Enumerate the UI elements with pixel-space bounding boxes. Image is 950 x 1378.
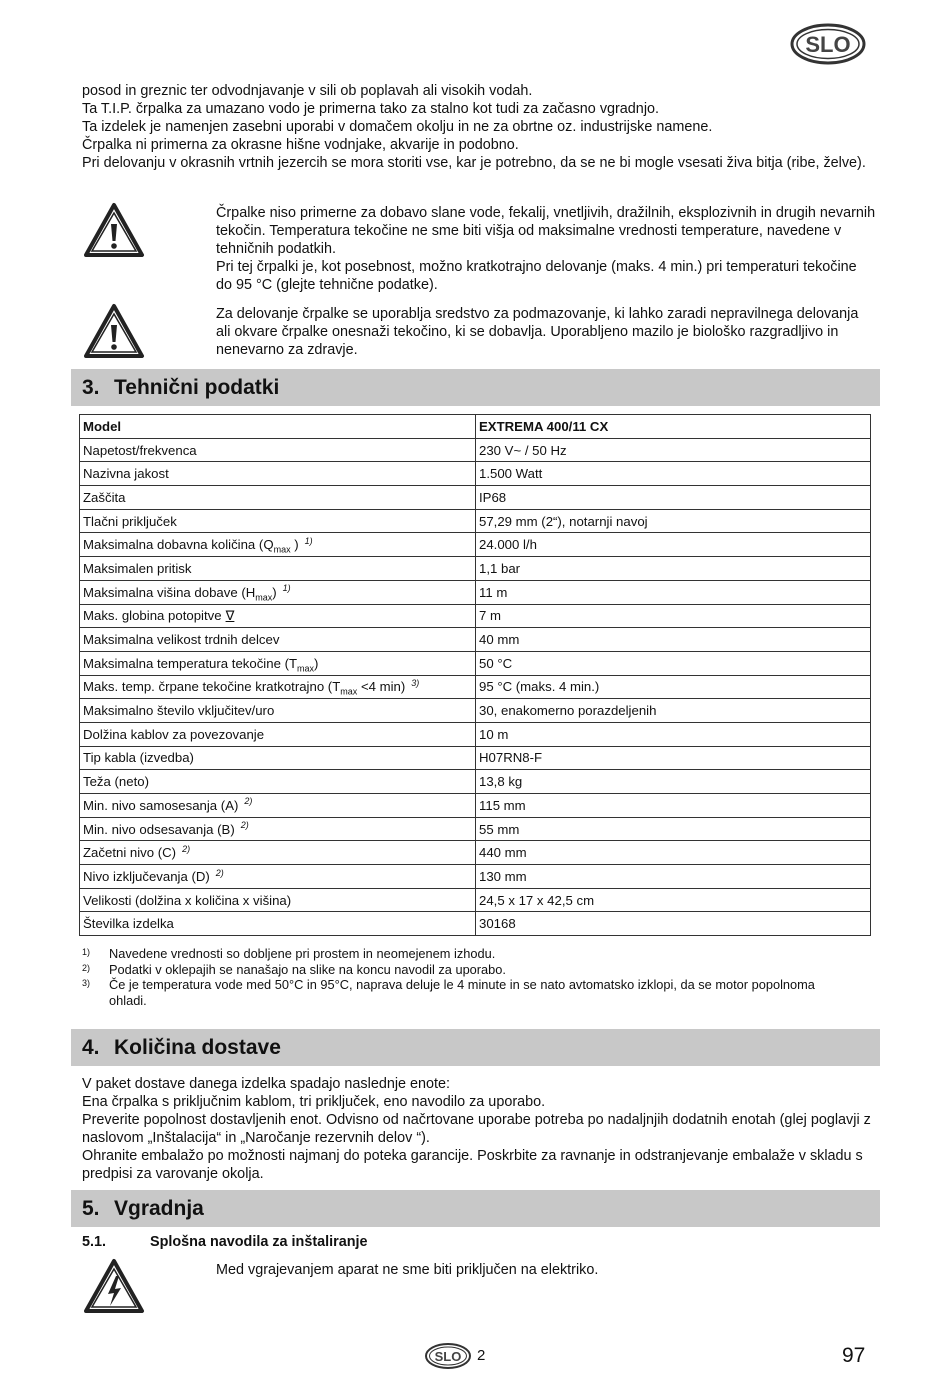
spec-label [80,580,476,604]
spec-value: 95 °C (maks. 4 min.) [476,675,871,699]
section-number: 3. [82,375,100,399]
footnote [82,946,842,962]
section-number: 4. [82,1035,100,1059]
footnote-text: Če je temperatura vode med 50°C in 95°C, naprava deluje le 4 minute in se nato avtomatsko izklopi, da se motor popolnoma ohladi. [109,977,815,1008]
footnote-mark: 3) [82,978,91,988]
subsection-title: Splošna navodila za inštaliranje [150,1234,368,1250]
spec-label-text: Nazivna jakost [83,466,169,482]
spec-label-text: Maks. temp. črpane tekočine kratkotrajno (T [83,679,341,695]
warning-paragraph: Za delovanje črpalke se uporablja sredstvo za podmazovanje, ki lahko zaradi nepravilnega delovanja ali okvare črpalke onesnaži tekočino, ki se dobavlja. Uporabljeno mazilo je biološko razgradljivo in nenevarno za zdravje. [216,306,859,358]
spec-label [80,462,476,486]
spec-label-subscript: max [255,592,273,603]
footer-language-badge [424,1342,472,1370]
spec-value: 30, enakomerno porazdeljenih [476,699,871,723]
spec-label [80,486,476,510]
spec-value: 440 mm [476,841,871,865]
spec-label [80,770,476,794]
table-row [80,770,871,794]
spec-value: 24,5 x 17 x 42,5 cm [476,888,871,912]
spec-label-subscript: max [340,687,358,698]
spec-label [80,438,476,462]
table-row [80,628,871,652]
intro-line: Črpalka ni primerna za okrasne hišne vodnjake, akvarije in podobno. [82,137,519,153]
table-row [80,865,871,889]
spec-label-suffix: <4 min) [357,679,406,695]
spec-value: 11 m [476,580,871,604]
spec-label-text: Maksimalna velikost trdnih delcev [83,632,280,648]
table-footnotes [82,946,842,1008]
warning-liquids-text [216,204,876,294]
footnote-mark: 2) [82,962,91,973]
spec-label [80,509,476,533]
spec-value: 13,8 kg [476,770,871,794]
spec-label-text: Maksimalna dobavna količina (Q [83,537,274,553]
spec-label-suffix: ) [314,655,319,671]
footnote-text: Podatki v oklepajih se nanašajo na slike na koncu navodil za uporabo. [109,961,506,977]
footer-badge-label: SLO [434,1349,462,1364]
intro-line: Pri delovanju v okrasnih vrtnih jezercih se mora storiti vse, kar je potrebno, da se ne bi mogle vsesati živa bitja (ribe, želve). [82,155,866,171]
spec-footnote-ref: 2) [244,796,253,807]
table-row [80,509,871,533]
spec-label [80,533,476,557]
table-row [80,533,871,557]
spec-value: 115 mm [476,794,871,818]
table-row [80,888,871,912]
spec-footnote-ref: 1) [282,583,291,594]
footer-language-index: 2 [477,1347,486,1364]
table-header-label: Model [80,415,476,439]
spec-footnote-ref: 2) [182,843,191,854]
footnote-text: Navedene vrednosti so dobljene pri prostem in neomejenem izhodu. [109,946,496,961]
spec-value: 230 V~ / 50 Hz [476,438,871,462]
table-row [80,746,871,770]
table-row [80,699,871,723]
warning-triangle-icon [83,303,145,359]
language-badge-label: SLO [805,32,851,57]
spec-label [80,604,476,628]
spec-label [80,651,476,675]
table-row [80,438,871,462]
spec-value: 24.000 l/h [476,533,871,557]
spec-label-text: Maksimalna temperatura tekočine (T [83,655,298,671]
spec-value: 30168 [476,912,871,936]
subsection-number: 5.1. [82,1234,107,1250]
warning-lubricant-text [216,305,876,359]
spec-label [80,699,476,723]
spec-label-text: Teža (neto) [83,774,149,790]
spec-value: 130 mm [476,865,871,889]
spec-footnote-ref: 1) [304,535,313,546]
spec-value: IP68 [476,486,871,510]
footnote-mark: 1) [82,947,91,957]
page-number: 97 [842,1344,866,1367]
spec-label-text: Tip kabla (izvedba) [83,750,194,766]
warning-paragraph: Črpalke niso primerne za dobavo slane vode, fekalij, vnetljivih, dražilnih, eksplozivnih in drugih nevarnih tekočin. Temperatura tekočine ne sme biti višja od maksimalne vrednosti temperature, navedene v tehničnih podatkih. [216,205,876,257]
spec-label-text: Številka izdelka [83,916,174,932]
table-header-row [80,415,871,439]
footnote [82,962,842,978]
section-title: Vgradnja [114,1196,204,1220]
intro-text [82,82,882,172]
spec-label-text: Dolžina kablov za povezovanje [83,726,265,742]
section-title: Količina dostave [114,1035,281,1059]
subsection-heading [82,1234,368,1250]
spec-label [80,557,476,581]
table-row [80,841,871,865]
delivery-line: Ohranite embalažo po možnosti najmanj do poteka garancije. Poskrbite za ravnanje in odstranjevanje embalaže v skladu s predpisi za varovanje okolja. [82,1148,863,1182]
spec-value: 7 m [476,604,871,628]
electric-hazard-icon [83,1258,145,1314]
intro-line: posod in greznic ter odvodnjavanje v sili ob poplavah ali visokih vodah. [82,83,533,99]
delivery-line: V paket dostave danega izdelka spadajo naslednje enote: [82,1076,451,1092]
spec-label-subscript: max [273,544,291,555]
section-heading-installation [71,1190,880,1227]
table-header-value: EXTREMA 400/11 CX [476,415,871,439]
table-row [80,486,871,510]
section-title: Tehnični podatki [114,375,280,399]
table-row [80,580,871,604]
spec-value: 1.500 Watt [476,462,871,486]
spec-label [80,794,476,818]
spec-label-text: Min. nivo samosesanja (A) [83,797,239,813]
intro-line: Ta izdelek je namenjen zasebni uporabi v domačem okolju in ne za obrtne oz. industrijske namene. [82,119,713,135]
spec-label-text: Začetni nivo (C) [83,845,177,861]
spec-label-text: Napetost/frekvenca [83,442,197,458]
spec-footnote-ref: 3) [411,678,420,689]
delivery-text [82,1075,882,1183]
table-row [80,722,871,746]
spec-footnote-ref: 2) [215,867,224,878]
spec-label-subscript: max [297,663,315,674]
spec-label [80,912,476,936]
electric-warning-text [216,1261,876,1279]
table-row [80,912,871,936]
section-heading-delivery [71,1029,880,1066]
section-number: 5. [82,1196,100,1220]
spec-label-text: Min. nivo odsesavanja (B) [83,821,235,837]
table-row [80,462,871,486]
spec-label-text: Zaščita [83,489,126,505]
spec-value: 10 m [476,722,871,746]
footnote [82,977,842,1008]
table-row [80,817,871,841]
language-badge [789,22,867,66]
spec-label [80,888,476,912]
spec-label-text: Velikosti (dolžina x količina x višina) [83,892,292,908]
spec-value: 55 mm [476,817,871,841]
table-row [80,651,871,675]
spec-label [80,841,476,865]
intro-line: Ta T.I.P. črpalka za umazano vodo je primerna tako za stalno kot tudi za začasno vgradnjo. [82,101,660,117]
table-row [80,557,871,581]
warning-paragraph: Pri tej črpalki je, kot posebnost, možno kratkotrajno delovanje (maks. 4 min.) pri temperaturi tekočine do 95 °C (glejte tehnične podatke). [216,259,857,293]
spec-label [80,817,476,841]
table-row [80,675,871,699]
spec-label-text: Maksimalen pritisk [83,560,192,576]
delivery-line: Ena črpalka s priključnim kablom, tri priključek, eno navodilo za uporabo. [82,1094,546,1110]
spec-label-text: Nivo izključevanja (D) [83,868,210,884]
warning-paragraph: Med vgrajevanjem aparat ne sme biti priključen na elektriko. [216,1262,599,1278]
spec-footnote-ref: 2) [240,820,249,831]
spec-label-suffix: ) [290,537,299,553]
spec-label-text: Maksimalna višina dobave (H [83,584,256,600]
spec-label-text: Maks. globina potopitve [83,607,222,623]
warning-triangle-icon [83,202,145,258]
spec-label [80,746,476,770]
table-row [80,604,871,628]
spec-label [80,628,476,652]
spec-label-text: Tlačni priključek [83,513,177,529]
spec-label [80,865,476,889]
spec-label [80,675,476,699]
technical-data-table [79,414,871,936]
spec-value: H07RN8-F [476,746,871,770]
delivery-line: Preverite popolnost dostavljenih enot. Odvisno od načrtovane uporabe potreba po nadaljnjih dodatnih enotah (glej poglavji z naslovom „Inštalacija“ in „Naročanje rezervnih delov “). [82,1112,871,1146]
spec-label-suffix: ) [272,584,277,600]
section-heading-technical-data [71,369,880,406]
spec-label-text: Maksimalno število vključitev/uro [83,703,275,719]
spec-label [80,722,476,746]
spec-value: 1,1 bar [476,557,871,581]
spec-value: 40 mm [476,628,871,652]
table-row [80,794,871,818]
spec-value: 50 °C [476,651,871,675]
water-level-symbol: ∇ [225,607,235,623]
spec-value: 57,29 mm (2“), notarnji navoj [476,509,871,533]
